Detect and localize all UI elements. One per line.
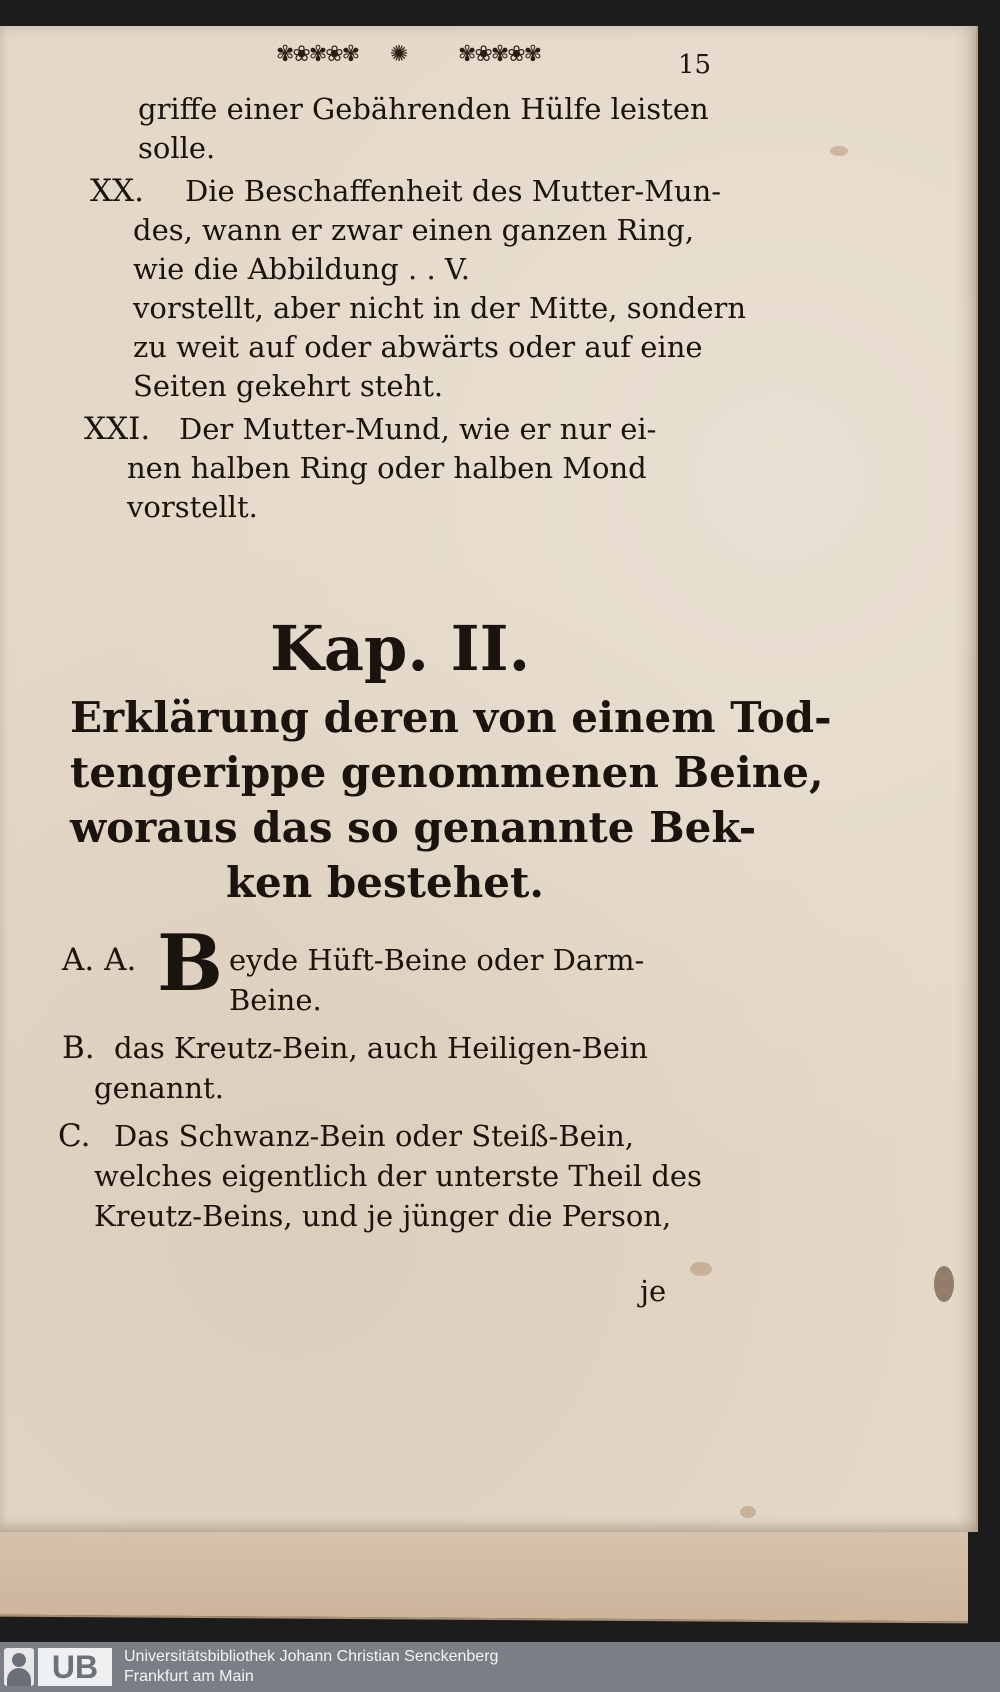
entry-number: C. xyxy=(58,1118,91,1154)
text-line: Die Beschaffenheit des Mutter-Mun- xyxy=(185,174,722,208)
text-block-bottom xyxy=(58,918,702,1238)
subtitle-line: Erklärung deren von einem Tod- xyxy=(70,693,832,742)
text-line: griffe einer Gebährenden Hülfe leisten xyxy=(138,92,709,126)
text-line: wie die Abbildung . . V. xyxy=(133,252,470,286)
text-line: Kreutz-Beins, und je jünger die Person, xyxy=(94,1199,672,1233)
text-line: Beine. xyxy=(228,983,322,1017)
text-line: zu weit auf oder abwärts oder auf eine xyxy=(133,330,703,364)
text-line: vorstellt. xyxy=(127,490,258,524)
text-line: vorstellt, aber nicht in der Mitte, sondern xyxy=(133,291,747,325)
library-name-line1: Universitätsbibliothek Johann Christian Senckenberg xyxy=(124,1648,499,1665)
entry-b xyxy=(62,1028,682,1108)
text-line: eyde Hüft-Beine oder Darm- xyxy=(228,943,645,977)
text-line: nen halben Ring oder halben Mond xyxy=(127,451,647,485)
entry-xxi xyxy=(84,410,710,527)
entry-a-a xyxy=(62,918,682,1020)
text-line: welches eigentlich der unterste Theil des xyxy=(94,1159,702,1193)
text-line: das Kreutz-Bein, auch Heiligen-Bein xyxy=(114,1031,648,1065)
ub-logo-text: UB xyxy=(38,1648,112,1686)
subtitle-line: ken bestehet. xyxy=(225,858,545,907)
entry-xx xyxy=(90,172,747,406)
ornament-center: ✺ xyxy=(390,42,407,67)
ornament-right: ✾❀✾❀✾ xyxy=(458,42,541,67)
entry-number: XXI. xyxy=(84,411,151,447)
library-footer xyxy=(0,1642,1000,1692)
paper-stain xyxy=(740,1506,756,1518)
running-head xyxy=(270,40,720,74)
entry-number: B. xyxy=(62,1030,95,1066)
portrait-icon xyxy=(4,1648,34,1686)
entry-continuation xyxy=(90,90,710,168)
chapter-subtitle xyxy=(70,690,832,910)
library-name-line2: Frankfurt am Main xyxy=(124,1668,254,1685)
subtitle-line: tengerippe genommenen Beine, xyxy=(70,748,824,797)
text-line: Das Schwanz-Bein oder Steiß-Bein, xyxy=(114,1119,634,1153)
text-line: des, wann er zwar einen ganzen Ring, xyxy=(133,213,695,247)
catchword: je xyxy=(640,1274,667,1308)
text-block-top xyxy=(84,90,747,529)
subtitle-line: woraus das so genannte Bek- xyxy=(70,803,757,852)
page-number: 15 xyxy=(678,50,712,80)
paper-stain xyxy=(830,146,848,156)
ornament-left: ✾❀✾❀✾ xyxy=(276,42,359,67)
paper-stain xyxy=(690,1262,712,1276)
text-line: genannt. xyxy=(94,1071,224,1105)
entry-c xyxy=(58,1116,702,1236)
library-logo[interactable] xyxy=(4,1648,116,1686)
entry-number: A. A. xyxy=(62,942,137,978)
drop-cap: B xyxy=(157,918,223,1009)
text-line: Der Mutter-Mund, wie er nur ei- xyxy=(179,412,657,446)
text-line: solle. xyxy=(138,131,216,165)
chapter-title: Kap. II. xyxy=(270,612,531,685)
entry-number: XX. xyxy=(90,173,144,209)
paper-hole xyxy=(934,1266,954,1302)
text-line: Seiten gekehrt steht. xyxy=(133,369,444,403)
library-name xyxy=(124,1647,498,1687)
